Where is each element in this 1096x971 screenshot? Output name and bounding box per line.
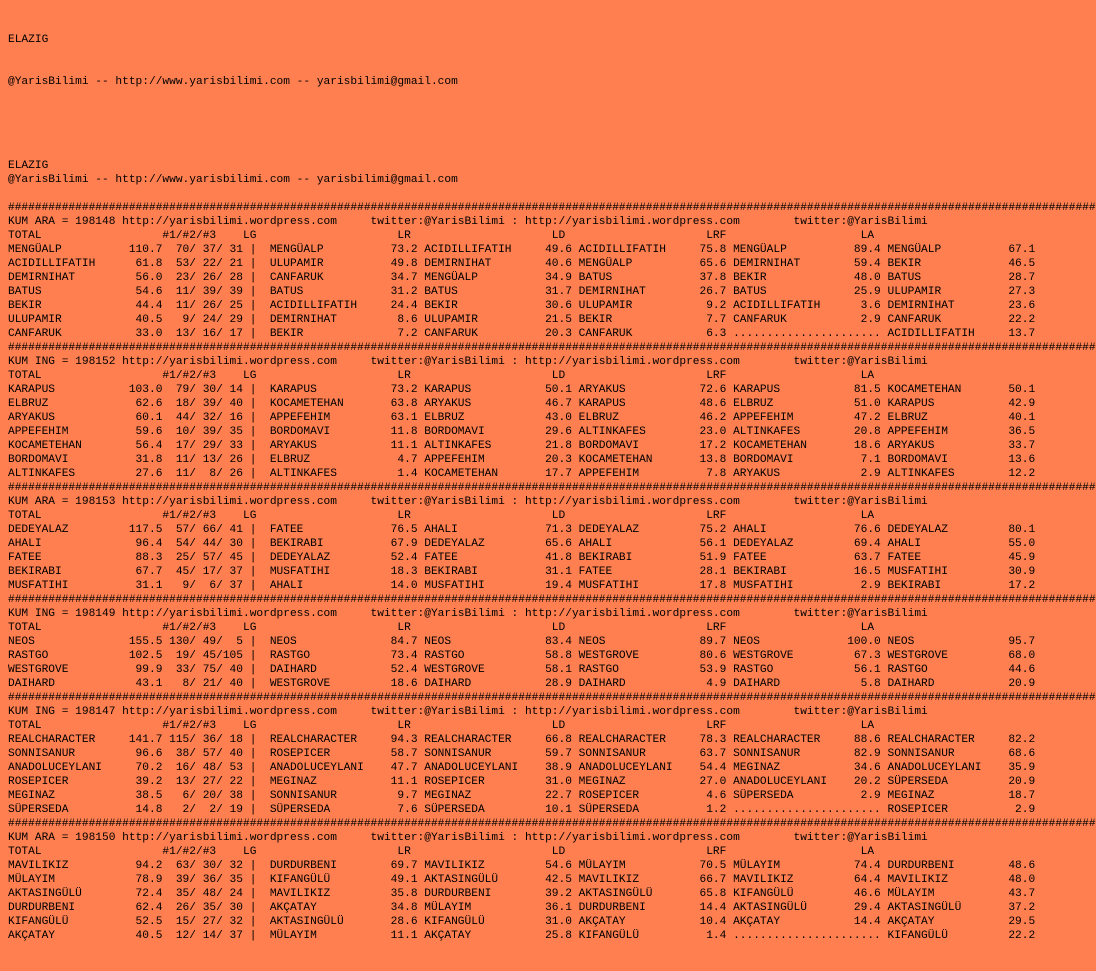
report-body bbox=[8, 117, 1096, 943]
report-line: TOTAL #1/#2/#3 LG LR LD LRF LA bbox=[8, 370, 875, 382]
report-line: MUSFATIHI 31.1 9/ 6/ 37 | AHALI 14.0 MUSFATIHI 19.4 MUSFATIHI 17.8 MUSFATIHI 2.9 BEKIRABI 17.2 bbox=[8, 580, 1036, 592]
report-line: KUM ING = 198152 http://yarisbilimi.wordpress.com twitter:@YarisBilimi : http://yarisbilimi.wordpress.com twitter:@YarisBilimi bbox=[8, 356, 928, 368]
report-line: ALTINKAFES 27.6 11/ 8/ 26 | ALTINKAFES 1.4 KOCAMETEHAN 17.7 APPEFEHIM 7.8 ARYAKUS 2.9 ALTINKAFES 12.2 bbox=[8, 468, 1036, 480]
report-line: DEDEYALAZ 117.5 57/ 66/ 41 | FATEE 76.5 AHALI 71.3 DEDEYALAZ 75.2 AHALI 76.6 DEDEYALAZ 80.1 bbox=[8, 524, 1036, 536]
blank-line bbox=[8, 117, 1080, 131]
blank-line bbox=[8, 187, 1080, 201]
report-line: RASTGO 102.5 19/ 45/105 | RASTGO 73.4 RASTGO 58.8 WESTGROVE 80.6 WESTGROVE 67.3 WESTGROVE 68.0 bbox=[8, 650, 1036, 662]
report-line: KUM ARA = 198150 http://yarisbilimi.wordpress.com twitter:@YarisBilimi : http://yarisbilimi.wordpress.com twitter:@YarisBilimi bbox=[8, 832, 928, 844]
separator-line: ################################################################################################################################################################## bbox=[8, 594, 1096, 606]
report-line: AHALI 96.4 54/ 44/ 30 | BEKIRABI 67.9 DEDEYALAZ 65.6 AHALI 56.1 DEDEYALAZ 69.4 AHALI 55.0 bbox=[8, 538, 1036, 550]
report-line: ROSEPICER 39.2 13/ 27/ 22 | MEGINAZ 11.1 ROSEPICER 31.0 MEGINAZ 27.0 ANADOLUCEYLANI 20.2 SÜPERSEDA 20.9 bbox=[8, 776, 1036, 788]
report-line: TOTAL #1/#2/#3 LG LR LD LRF LA bbox=[8, 622, 875, 634]
report-line: DURDURBENI 62.4 26/ 35/ 30 | AKÇATAY 34.8 MÜLAYIM 36.1 DURDURBENI 14.4 AKTASINGÜLÜ 29.4 AKTASINGÜLÜ 37.2 bbox=[8, 902, 1036, 914]
report-line: FATEE 88.3 25/ 57/ 45 | DEDEYALAZ 52.4 FATEE 41.8 BEKIRABI 51.9 FATEE 63.7 FATEE 45.9 bbox=[8, 552, 1036, 564]
report-line: REALCHARACTER 141.7 115/ 36/ 18 | REALCHARACTER 94.3 REALCHARACTER 66.8 REALCHARACTER 78.3 REALCHARACTER 88.6 REALCHARACTER 82.2 bbox=[8, 734, 1036, 746]
report-line: ELAZIG bbox=[8, 160, 49, 172]
separator-line: ################################################################################################################################################################## bbox=[8, 692, 1096, 704]
report-line: TOTAL #1/#2/#3 LG LR LD LRF LA bbox=[8, 510, 875, 522]
report-line: SÜPERSEDA 14.8 2/ 2/ 19 | SÜPERSEDA 7.6 SÜPERSEDA 10.1 SÜPERSEDA 1.2 ...................... ROSEPICER 2.9 bbox=[8, 804, 1036, 816]
report-line: KUM ARA = 198153 http://yarisbilimi.wordpress.com twitter:@YarisBilimi : http://yarisbilimi.wordpress.com twitter:@YarisBilimi bbox=[8, 496, 928, 508]
report-line: KUM ING = 198149 http://yarisbilimi.wordpress.com twitter:@YarisBilimi : http://yarisbilimi.wordpress.com twitter:@YarisBilimi bbox=[8, 608, 928, 620]
report-line: MEGINAZ 38.5 6/ 20/ 38 | SONNISANUR 9.7 MEGINAZ 22.7 ROSEPICER 4.6 SÜPERSEDA 2.9 MEGINAZ 18.7 bbox=[8, 790, 1036, 802]
report-line: TOTAL #1/#2/#3 LG LR LD LRF LA bbox=[8, 846, 875, 858]
report-line: ULUPAMIR 40.5 9/ 24/ 29 | DEMIRNIHAT 8.6 ULUPAMIR 21.5 BEKIR 7.7 CANFARUK 2.9 CANFARUK 22.2 bbox=[8, 314, 1036, 326]
report-line: MENGÜALP 110.7 70/ 37/ 31 | MENGÜALP 73.2 ACIDILLIFATIH 49.6 ACIDILLIFATIH 75.8 MENGÜALP 89.4 MENGÜALP 67.1 bbox=[8, 244, 1036, 256]
separator-line: ################################################################################################################################################################## bbox=[8, 818, 1096, 830]
report-line: KARAPUS 103.0 79/ 30/ 14 | KARAPUS 73.2 KARAPUS 50.1 ARYAKUS 72.6 KARAPUS 81.5 KOCAMETEHAN 50.1 bbox=[8, 384, 1036, 396]
report-line: BEKIRABI 67.7 45/ 17/ 37 | MUSFATIHI 18.3 BEKIRABI 31.1 FATEE 28.1 BEKIRABI 16.5 MUSFATIHI 30.9 bbox=[8, 566, 1036, 578]
report-line: ELBRUZ 62.6 18/ 39/ 40 | KOCAMETEHAN 63.8 ARYAKUS 46.7 KARAPUS 48.6 ELBRUZ 51.0 KARAPUS 42.9 bbox=[8, 398, 1036, 410]
report-line: BATUS 54.6 11/ 39/ 39 | BATUS 31.2 BATUS 31.7 DEMIRNIHAT 26.7 BATUS 25.9 ULUPAMIR 27.3 bbox=[8, 286, 1036, 298]
report-line: MÜLAYIM 78.9 39/ 36/ 35 | KIFANGÜLÜ 49.1 AKTASINGÜLÜ 42.5 MAVILIKIZ 66.7 MAVILIKIZ 64.4 MAVILIKIZ 48.0 bbox=[8, 874, 1036, 886]
blank-line bbox=[8, 131, 1080, 145]
report-line: TOTAL #1/#2/#3 LG LR LD LRF LA bbox=[8, 230, 875, 242]
report-line: DAIHARD 43.1 8/ 21/ 40 | WESTGROVE 18.6 DAIHARD 28.9 DAIHARD 4.9 DAIHARD 5.8 DAIHARD 20.9 bbox=[8, 678, 1036, 690]
report-line: KOCAMETEHAN 56.4 17/ 29/ 33 | ARYAKUS 11.1 ALTINKAFES 21.8 BORDOMAVI 17.2 KOCAMETEHAN 18.6 ARYAKUS 33.7 bbox=[8, 440, 1036, 452]
report-line: NEOS 155.5 130/ 49/ 5 | NEOS 84.7 NEOS 83.4 NEOS 89.7 NEOS 100.0 NEOS 95.7 bbox=[8, 636, 1036, 648]
report-title: ELAZIG bbox=[8, 34, 49, 46]
report-line: BEKIR 44.4 11/ 26/ 25 | ACIDILLIFATIH 24.4 BEKIR 30.6 ULUPAMIR 9.2 ACIDILLIFATIH 3.6 DEMIRNIHAT 23.6 bbox=[8, 300, 1036, 312]
blank-line bbox=[8, 145, 1080, 159]
report-subtitle: @YarisBilimi -- http://www.yarisbilimi.com -- yarisbilimi@gmail.com bbox=[8, 76, 458, 88]
separator-line: ################################################################################################################################################################## bbox=[8, 202, 1096, 214]
separator-line: ################################################################################################################################################################## bbox=[8, 482, 1096, 494]
report-line: AKÇATAY 40.5 12/ 14/ 37 | MÜLAYIM 11.1 AKÇATAY 25.8 KIFANGÜLÜ 1.4 ...................... KIFANGÜLÜ 22.2 bbox=[8, 930, 1036, 942]
report-line: SONNISANUR 96.6 38/ 57/ 40 | ROSEPICER 58.7 SONNISANUR 59.7 SONNISANUR 63.7 SONNISANUR 82.9 SONNISANUR 68.6 bbox=[8, 748, 1036, 760]
report-line: KUM ING = 198147 http://yarisbilimi.wordpress.com twitter:@YarisBilimi : http://yarisbilimi.wordpress.com twitter:@YarisBilimi bbox=[8, 706, 928, 718]
report-line: KUM ARA = 198148 http://yarisbilimi.wordpress.com twitter:@YarisBilimi : http://yarisbilimi.wordpress.com twitter:@YarisBilimi bbox=[8, 216, 928, 228]
report-line: @YarisBilimi -- http://www.yarisbilimi.com -- yarisbilimi@gmail.com bbox=[8, 174, 458, 186]
report-line: ARYAKUS 60.1 44/ 32/ 16 | APPEFEHIM 63.1 ELBRUZ 43.0 ELBRUZ 46.2 APPEFEHIM 47.2 ELBRUZ 40.1 bbox=[8, 412, 1036, 424]
report-line: WESTGROVE 99.9 33/ 75/ 40 | DAIHARD 52.4 WESTGROVE 58.1 RASTGO 53.9 RASTGO 56.1 RASTGO 44.6 bbox=[8, 664, 1036, 676]
report-line: KIFANGÜLÜ 52.5 15/ 27/ 32 | AKTASINGÜLÜ 28.6 KIFANGÜLÜ 31.0 AKÇATAY 10.4 AKÇATAY 14.4 AKÇATAY 29.5 bbox=[8, 916, 1036, 928]
report-line: MAVILIKIZ 94.2 63/ 30/ 32 | DURDURBENI 69.7 MAVILIKIZ 54.6 MÜLAYIM 70.5 MÜLAYIM 74.4 DURDURBENI 48.6 bbox=[8, 860, 1036, 872]
report-line: BORDOMAVI 31.8 11/ 13/ 26 | ELBRUZ 4.7 APPEFEHIM 20.3 KOCAMETEHAN 13.8 BORDOMAVI 7.1 BORDOMAVI 13.6 bbox=[8, 454, 1036, 466]
report-line: ACIDILLIFATIH 61.8 53/ 22/ 21 | ULUPAMIR 49.8 DEMIRNIHAT 40.6 MENGÜALP 65.6 DEMIRNIHAT 59.4 BEKIR 46.5 bbox=[8, 258, 1036, 270]
report-line: AKTASINGÜLÜ 72.4 35/ 48/ 24 | MAVILIKIZ 35.8 DURDURBENI 39.2 AKTASINGÜLÜ 65.8 KIFANGÜLÜ 46.6 MÜLAYIM 43.7 bbox=[8, 888, 1036, 900]
report-line: APPEFEHIM 59.6 10/ 39/ 35 | BORDOMAVI 11.8 BORDOMAVI 29.6 ALTINKAFES 23.0 ALTINKAFES 20.8 APPEFEHIM 36.5 bbox=[8, 426, 1036, 438]
report-line: TOTAL #1/#2/#3 LG LR LD LRF LA bbox=[8, 720, 875, 732]
report-line: DEMIRNIHAT 56.0 23/ 26/ 28 | CANFARUK 34.7 MENGÜALP 34.9 BATUS 37.8 BEKIR 48.0 BATUS 28.7 bbox=[8, 272, 1036, 284]
report-line: CANFARUK 33.0 13/ 16/ 17 | BEKIR 7.2 CANFARUK 20.3 CANFARUK 6.3 ...................... ACIDILLIFATIH 13.7 bbox=[8, 328, 1036, 340]
report-line: ANADOLUCEYLANI 70.2 16/ 48/ 53 | ANADOLUCEYLANI 47.7 ANADOLUCEYLANI 38.9 ANADOLUCEYLANI 54.4 MEGINAZ 34.6 ANADOLUCEYLANI 35.9 bbox=[8, 762, 1036, 774]
separator-line: ################################################################################################################################################################## bbox=[8, 342, 1096, 354]
